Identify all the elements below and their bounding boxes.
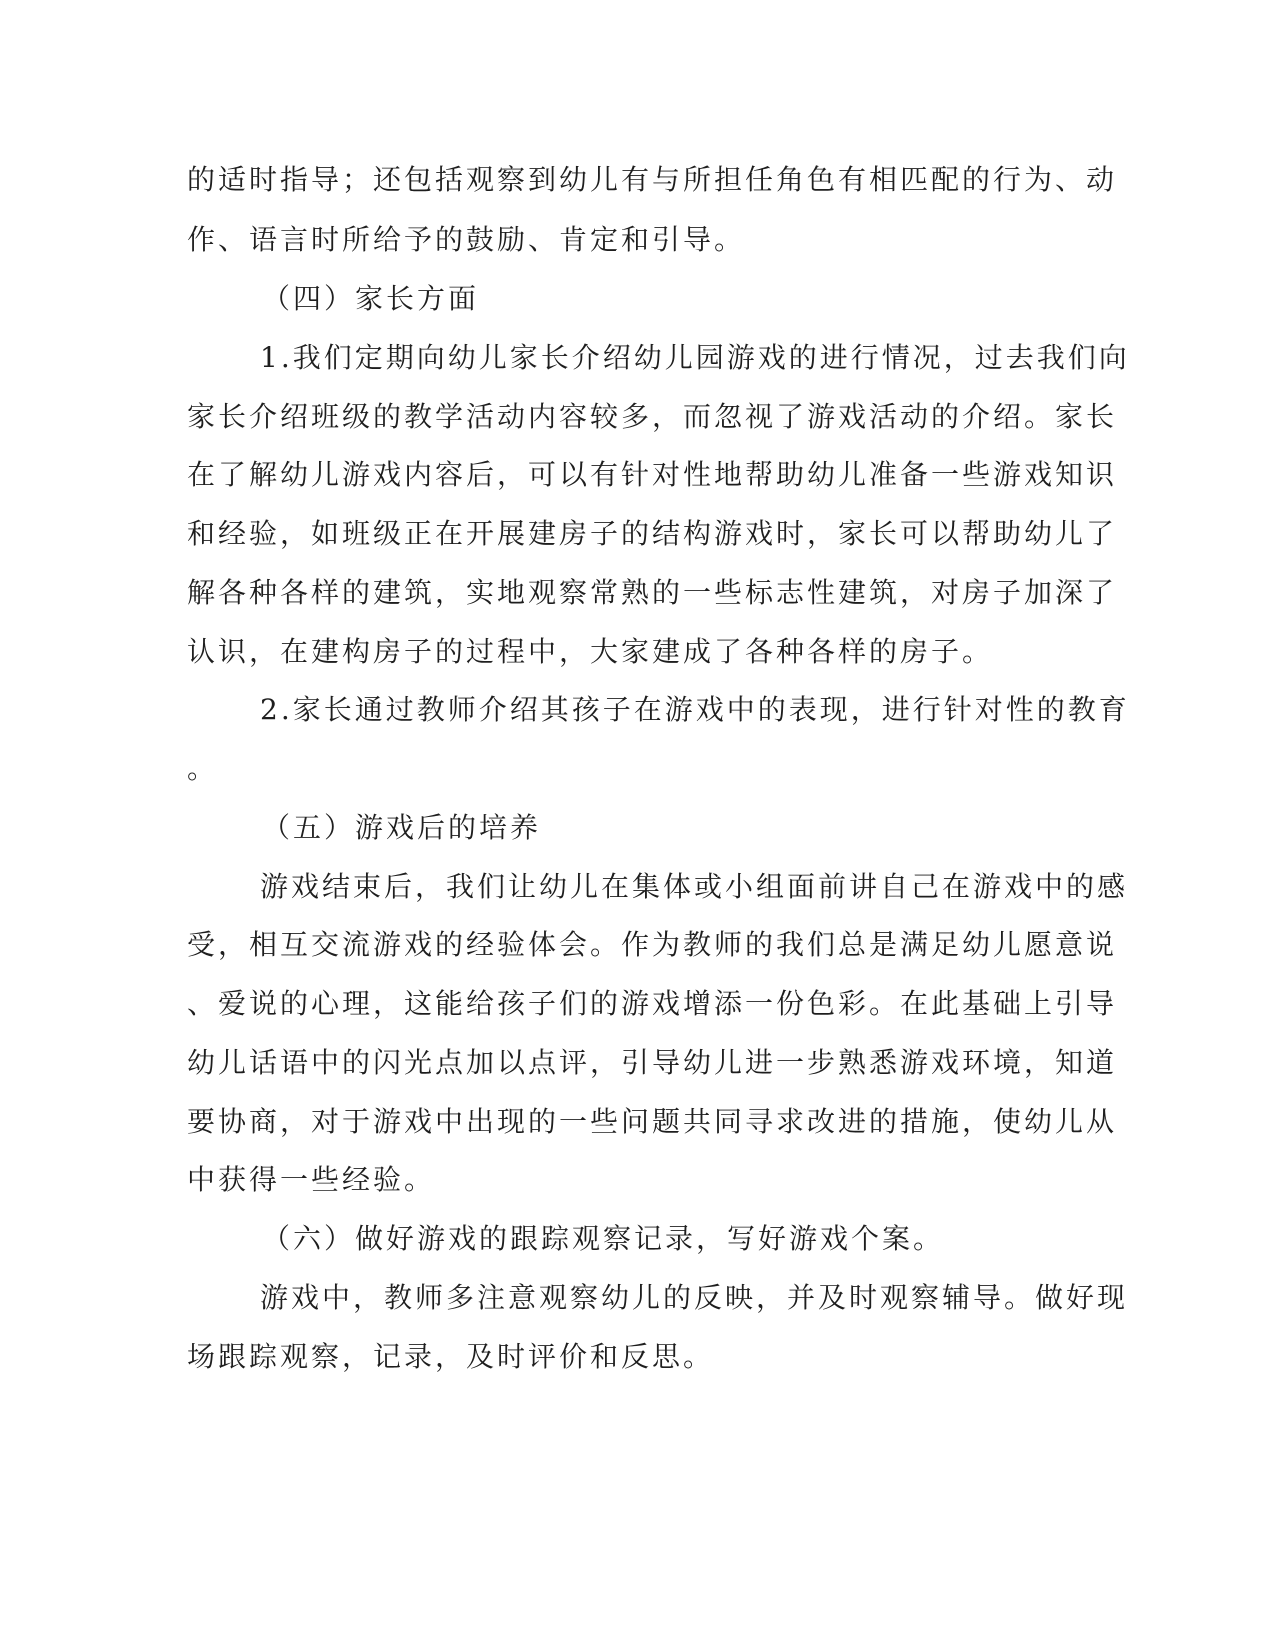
text-line: 1.我们定期向幼儿家长介绍幼儿园游戏的进行情况，过去我们向 bbox=[260, 341, 1130, 374]
text-line: 2.家长通过教师介绍其孩子在游戏中的表现，进行针对性的教育 bbox=[260, 693, 1130, 726]
text-line: 、爱说的心理，这能给孩子们的游戏增添一份色彩。在此基础上引导 bbox=[187, 987, 1118, 1020]
text-line: 家长介绍班级的教学活动内容较多，而忽视了游戏活动的介绍。家长 bbox=[187, 400, 1118, 433]
text-line: 在了解幼儿游戏内容后，可以有针对性地帮助幼儿准备一些游戏知识 bbox=[187, 458, 1118, 491]
text-line: 场跟踪观察，记录，及时评价和反思。 bbox=[187, 1340, 715, 1373]
text-line: 游戏结束后，我们让幼儿在集体或小组面前讲自己在游戏中的感 bbox=[260, 870, 1129, 903]
text-line: 作、语言时所给予的鼓励、肯定和引导。 bbox=[187, 223, 746, 256]
text-line: 的适时指导；还包括观察到幼儿有与所担任角色有相匹配的行为、动 bbox=[187, 163, 1118, 196]
text-line: 认识，在建构房子的过程中，大家建成了各种各样的房子。 bbox=[187, 635, 994, 668]
section-heading: （五）游戏后的培养 bbox=[262, 811, 542, 844]
text-line: 解各种各样的建筑，实地观察常熟的一些标志性建筑，对房子加深了 bbox=[187, 576, 1118, 609]
section-heading: （六）做好游戏的跟踪观察记录，写好游戏个案。 bbox=[262, 1222, 945, 1255]
text-line: 要协商，对于游戏中出现的一些问题共同寻求改进的措施，使幼儿从 bbox=[187, 1105, 1118, 1138]
text-line: 。 bbox=[187, 752, 219, 785]
text-line: 中获得一些经验。 bbox=[187, 1163, 436, 1196]
text-line: 游戏中，教师多注意观察幼儿的反映，并及时观察辅导。做好现 bbox=[260, 1281, 1129, 1314]
text-line: 和经验，如班级正在开展建房子的结构游戏时，家长可以帮助幼儿了 bbox=[187, 517, 1118, 550]
section-heading: （四）家长方面 bbox=[262, 282, 480, 315]
text-line: 受，相互交流游戏的经验体会。作为教师的我们总是满足幼儿愿意说 bbox=[187, 928, 1118, 961]
text-line: 幼儿话语中的闪光点加以点评，引导幼儿进一步熟悉游戏环境，知道 bbox=[187, 1046, 1118, 1079]
